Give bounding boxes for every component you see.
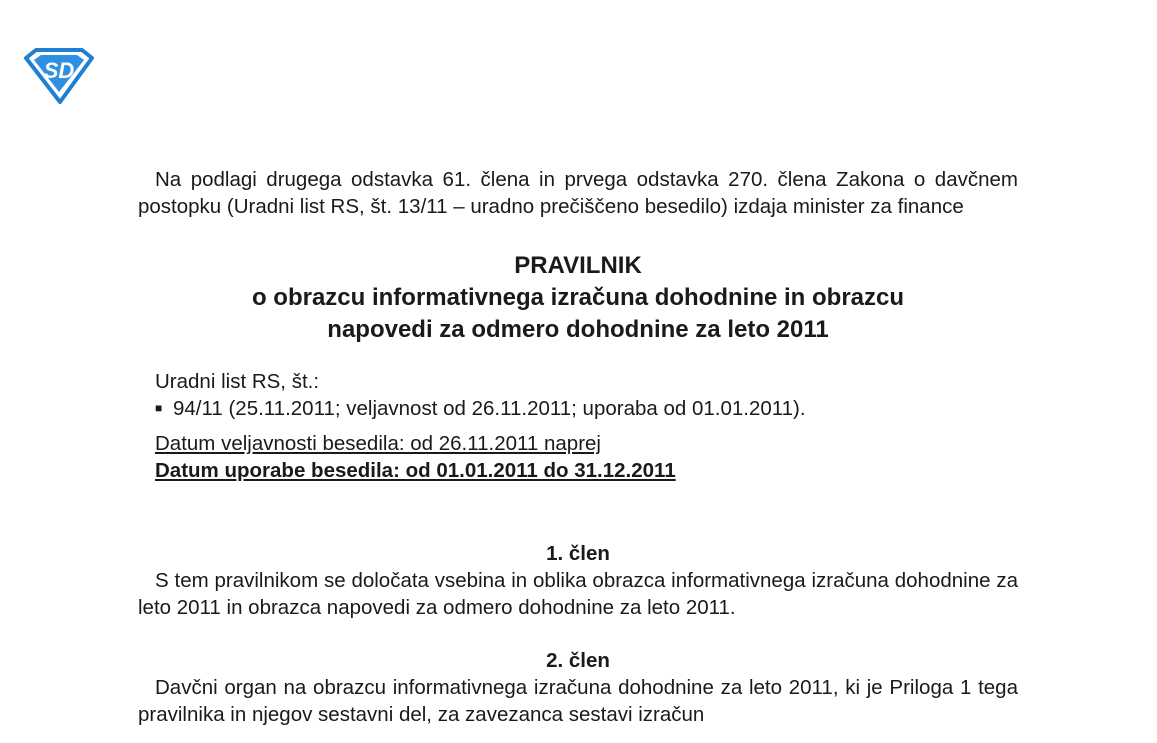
document-title (138, 250, 1018, 346)
logo-text: SD (43, 58, 75, 83)
gazette-label: Uradni list RS, št.: (155, 370, 320, 393)
article-heading: 1. člen (546, 542, 610, 565)
validity-date: Datum veljavnosti besedila: od 26.11.2011 naprej (155, 432, 601, 455)
intro-paragraph: Na podlagi drugega odstavka 61. člena in prvega odstavka 270. člena Zakona o davčnem postopku (Uradni list RS, št. 13/11 – uradno prečiščeno besedilo) izdaja minister za finance (138, 168, 1018, 218)
gazette-item-text: 94/11 (25.11.2011; veljavnost od 26.11.2011; uporaba od 01.01.2011). (173, 397, 806, 420)
sd-shield-logo-icon (22, 48, 96, 104)
title-line-1: o obrazcu informativnega izračuna dohodnine in obrazcu (251, 284, 905, 311)
article-text: S tem pravilnikom se določata vsebina in oblika obrazca informativnega izračuna dohodnine za leto 2011 in obrazca napovedi za odmero dohodnine za leto 2011. (138, 569, 1018, 619)
article-2 (138, 647, 1018, 728)
document-page (138, 166, 1018, 728)
article-heading: 2. člen (546, 649, 610, 672)
article-text: Davčni organ na obrazcu informativnega izračuna dohodnine za leto 2011, ki je Priloga 1 tega pravilnika in njegov sestavni del, za zavezanca sestavi izračun (138, 676, 1018, 726)
article-1 (138, 540, 1018, 621)
gazette-item (155, 395, 1018, 422)
dates-block (138, 430, 1018, 484)
bullet-icon: ■ (155, 401, 163, 415)
application-date: Datum uporabe besedila: od 01.01.2011 do 31.12.2011 (155, 459, 676, 482)
title-main: PRAVILNIK (514, 252, 642, 279)
title-line-2: napovedi za odmero dohodnine za leto 2011 (327, 316, 829, 343)
gazette-block (138, 368, 1018, 422)
